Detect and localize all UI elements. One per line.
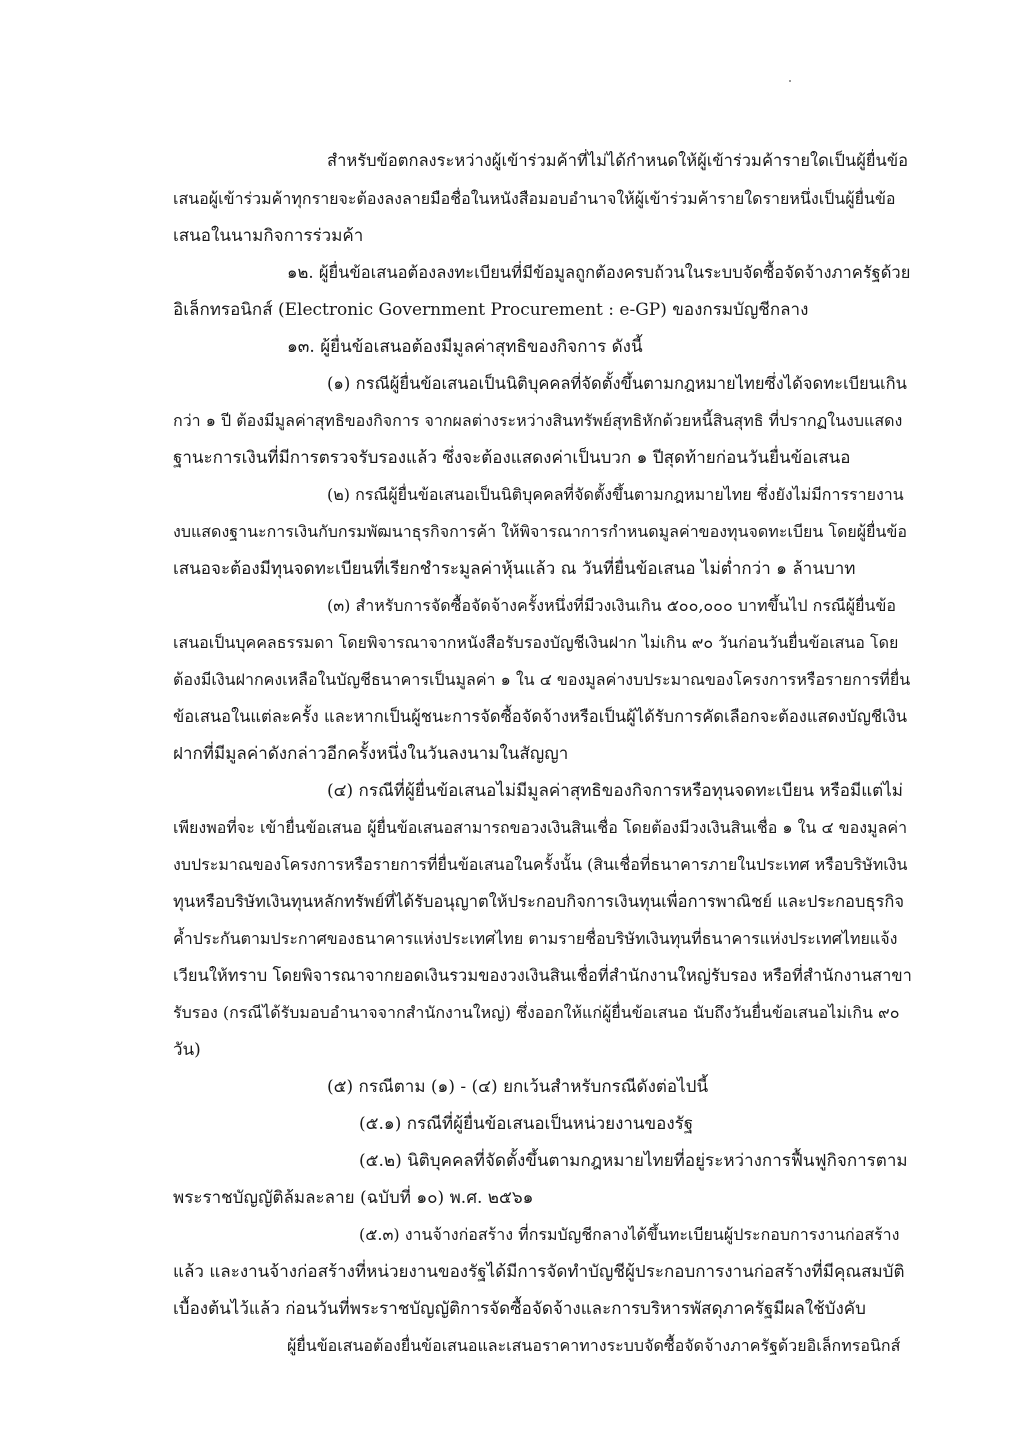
text-line: ฝากที่มีมูลค่าดังกล่าวอีกครั้งหนึ่งในวันลงนามในสัญญา xyxy=(173,744,569,764)
text-line: ต้องมีเงินฝากคงเหลือในบัญชีธนาคารเป็นมูลค่า ๑ ใน ๔ ของมูลค่างบประมาณของโครงการหรือรายการที่ยื่น xyxy=(173,670,911,689)
text-line: (๑) กรณีผู้ยื่นข้อเสนอเป็นนิติบุคคลที่จัดตั้งขึ้นตามกฎหมายไทยซึ่งได้จดทะเบียนเกิน xyxy=(327,374,907,393)
text-line: (๒) กรณีผู้ยื่นข้อเสนอเป็นนิติบุคคลที่จัดตั้งขึ้นตามกฎหมายไทย ซึ่งยังไม่มีการรายงาน xyxy=(327,485,904,504)
text-line: ฐานะการเงินที่มีการตรวจรับรองแล้ว ซึ่งจะต้องแสดงค่าเป็นบวก ๑ ปีสุดท้ายก่อนวันยื่นข้อเสนอ xyxy=(173,448,851,468)
text-line: (๕) กรณีตาม (๑) - (๔) ยกเว้นสำหรับกรณีดังต่อไปนี้ xyxy=(327,1077,709,1097)
text-line: อิเล็กทรอนิกส์ (Electronic Government Procurement : e-GP) ของกรมบัญชีกลาง xyxy=(173,300,809,320)
text-line: เพียงพอที่จะ เข้ายื่นข้อเสนอ ผู้ยื่นข้อเสนอสามารถขอวงเงินสินเชื่อ โดยต้องมีวงเงินสินเชื่อ ๑ ใน ๔ ของมูลค่า xyxy=(173,818,908,837)
text-line: วัน) xyxy=(173,1040,201,1060)
text-line: เสนอผู้เข้าร่วมค้าทุกรายจะต้องลงลายมือชื่อในหนังสือมอบอำนาจให้ผู้เข้าร่วมค้ารายใดรายหนึ่งเป็นผู้ยื่นข้อ xyxy=(173,189,896,208)
text-line: งบประมาณของโครงการหรือรายการที่ยื่นข้อเสนอในครั้งนั้น (สินเชื่อที่ธนาคารภายในประเทศ หรือบริษัทเงิน xyxy=(173,855,908,874)
text-line: (๔) กรณีที่ผู้ยื่นข้อเสนอไม่มีมูลค่าสุทธิของกิจการหรือทุนจดทะเบียน หรือมีแต่ไม่ xyxy=(327,781,903,801)
text-line: งบแสดงฐานะการเงินกับกรมพัฒนาธุรกิจการค้า ให้พิจารณาการกำหนดมูลค่าของทุนจดทะเบียน โดยผู้ยื่นข้อ xyxy=(173,522,908,541)
text-line: (๕.๒) นิติบุคคลที่จัดตั้งขึ้นตามกฎหมายไทยที่อยู่ระหว่างการฟื้นฟูกิจการตาม xyxy=(359,1151,908,1171)
text-line: ค้ำประกันตามประกาศของธนาคารแห่งประเทศไทย ตามรายชื่อบริษัทเงินทุนที่ธนาคารแห่งประเทศไทยแจ้ง xyxy=(173,929,898,948)
text-line: ข้อเสนอในแต่ละครั้ง และหากเป็นผู้ชนะการจัดซื้อจัดจ้างหรือเป็นผู้ได้รับการคัดเลือกจะต้องแสดงบัญชีเงิน xyxy=(173,707,908,726)
scan-artifact xyxy=(789,80,791,82)
text-line: แล้ว และงานจ้างก่อสร้างที่หน่วยงานของรัฐได้มีการจัดทำบัญชีผู้ประกอบการงานก่อสร้างที่มีคุณสมบัติ xyxy=(173,1262,905,1282)
text-line: เบื้องต้นไว้แล้ว ก่อนวันที่พระราชบัญญัติการจัดซื้อจัดจ้างและการบริหารพัสดุภาครัฐมีผลใช้บังคับ xyxy=(173,1299,866,1319)
text-line: (๕.๑) กรณีที่ผู้ยื่นข้อเสนอเป็นหน่วยงานของรัฐ xyxy=(359,1114,694,1134)
text-line: ๑๓. ผู้ยื่นข้อเสนอต้องมีมูลค่าสุทธิของกิจการ ดังนี้ xyxy=(287,337,643,357)
text-line: ผู้ยื่นข้อเสนอต้องยื่นข้อเสนอและเสนอราคาทางระบบจัดซื้อจัดจ้างภาครัฐด้วยอิเล็กทรอนิกส์ xyxy=(287,1336,901,1355)
text-line: เสนอในนามกิจการร่วมค้า xyxy=(173,226,364,246)
text-line: (๕.๓) งานจ้างก่อสร้าง ที่กรมบัญชีกลางได้ขึ้นทะเบียนผู้ประกอบการงานก่อสร้าง xyxy=(359,1225,900,1244)
text-line: เสนอจะต้องมีทุนจดทะเบียนที่เรียกชำระมูลค่าหุ้นแล้ว ณ วันที่ยื่นข้อเสนอ ไม่ต่ำกว่า ๑ ล้านบาท xyxy=(173,559,856,579)
text-line: เวียนให้ทราบ โดยพิจารณาจากยอดเงินรวมของวงเงินสินเชื่อที่สำนักงานใหญ่รับรอง หรือที่สำนักงานสาขา xyxy=(173,966,912,985)
text-line: (๓) สำหรับการจัดซื้อจัดจ้างครั้งหนึ่งที่มีวงเงินเกิน ๕๐๐,๐๐๐ บาทขึ้นไป กรณีผู้ยื่นข้อ xyxy=(327,596,897,615)
text-line: ๑๒. ผู้ยื่นข้อเสนอต้องลงทะเบียนที่มีข้อมูลถูกต้องครบถ้วนในระบบจัดซื้อจัดจ้างภาครัฐด้วย xyxy=(287,263,911,282)
text-line: พระราชบัญญัติล้มละลาย (ฉบับที่ ๑๐) พ.ศ. ๒๕๖๑ xyxy=(173,1188,534,1208)
text-line: กว่า ๑ ปี ต้องมีมูลค่าสุทธิของกิจการ จากผลต่างระหว่างสินทรัพย์สุทธิหักด้วยหนี้สินสุทธิ ที่ปรากฏในงบแสดง xyxy=(173,411,903,430)
text-line: เสนอเป็นบุคคลธรรมดา โดยพิจารณาจากหนังสือรับรองบัญชีเงินฝาก ไม่เกิน ๙๐ วันก่อนวันยื่นข้อเสนอ โดย xyxy=(173,633,899,652)
text-line: ทุนหรือบริษัทเงินทุนหลักทรัพย์ที่ได้รับอนุญาตให้ประกอบกิจการเงินทุนเพื่อการพาณิชย์ และประกอบธุรกิจ xyxy=(173,892,905,911)
text-line: สำหรับข้อตกลงระหว่างผู้เข้าร่วมค้าที่ไม่ได้กำหนดให้ผู้เข้าร่วมค้ารายใดเป็นผู้ยื่นข้อ xyxy=(327,151,909,170)
text-line: รับรอง (กรณีได้รับมอบอำนาจจากสำนักงานใหญ่) ซึ่งออกให้แก่ผู้ยื่นข้อเสนอ นับถึงวันยื่นข้อเสนอไม่เกิน ๙๐ xyxy=(173,1003,900,1022)
